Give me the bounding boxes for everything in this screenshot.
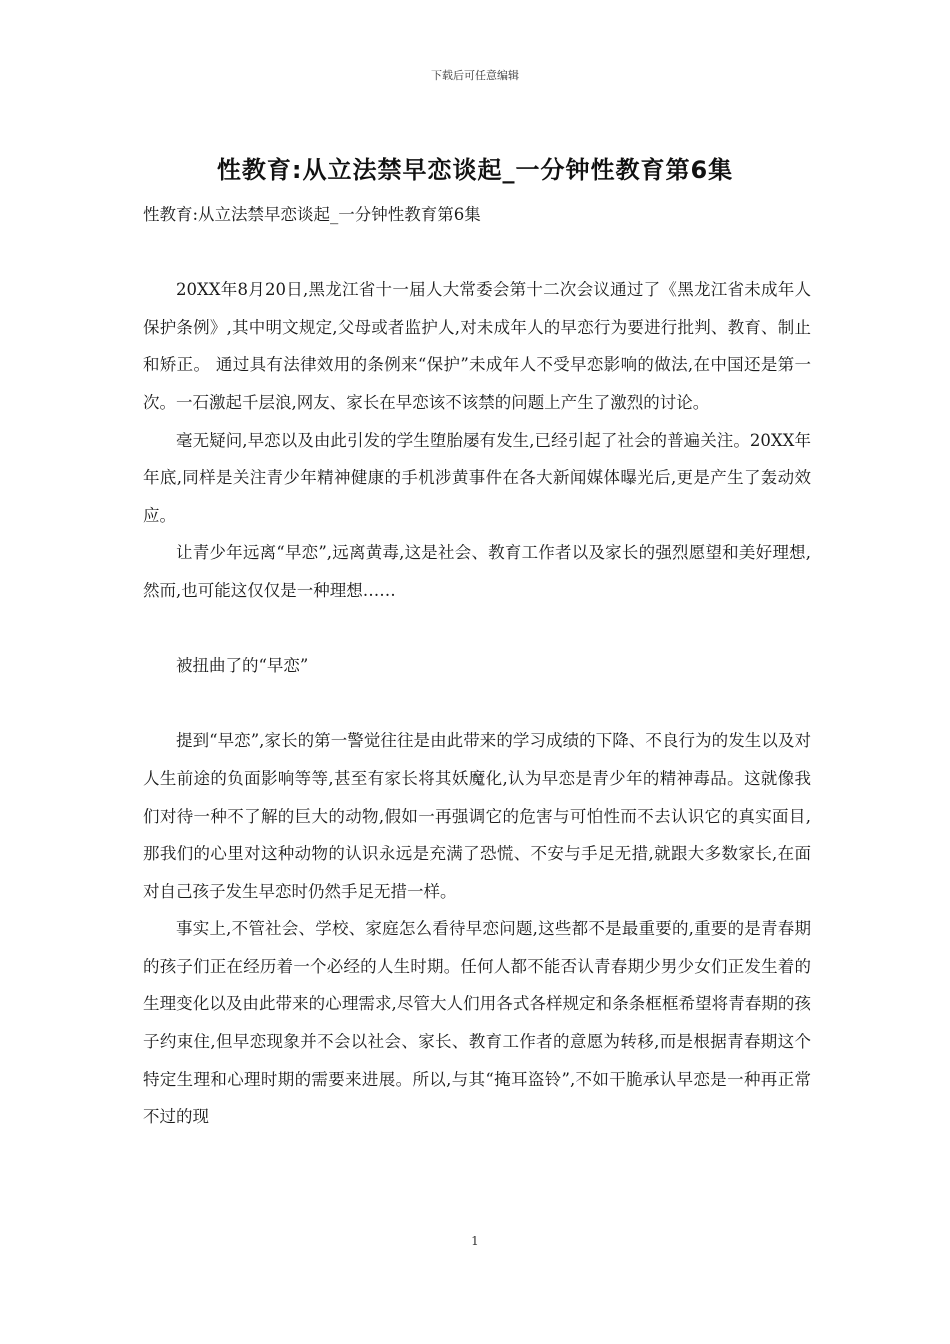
document-body	[143, 196, 811, 1136]
document-subtitle: 性教育:从立法禁早恋谈起_一分钟性教育第6集	[143, 205, 481, 224]
body-paragraph: 让青少年远离“早恋”,远离黄毒,这是社会、教育工作者以及家长的强烈愿望和美好理想,然而,也可能这仅仅是一种理想……	[143, 543, 811, 600]
body-paragraph: 毫无疑问,早恋以及由此引发的学生堕胎屡有发生,已经引起了社会的普遍关注。20XX年年底,同样是关注青少年精神健康的手机涉黄事件在各大新闻媒体曝光后,更是产生了轰动效应。	[143, 430, 811, 525]
blank-line	[143, 234, 811, 272]
body-paragraph: 提到“早恋”,家长的第一警觉往往是由此带来的学习成绩的下降、不良行为的发生以及对人生前途的负面影响等等,甚至有家长将其妖魔化,认为早恋是青少年的精神毒品。这就像我们对待一种不了解的巨大的动物,假如一再强调它的危害与可怕性而不去认识它的真实面目,那我们的心里对这种动物的认识永远是充满了恐慌、不安与手足无措,就跟大多数家长,在面对自己孩子发生早恋时仍然手足无措一样。	[143, 731, 811, 901]
page-number: 1	[471, 1234, 479, 1248]
blank-line	[143, 610, 811, 648]
page-header-note: 下载后可任意编辑	[431, 69, 519, 82]
body-paragraph: 事实上,不管社会、学校、家庭怎么看待早恋问题,这些都不是最重要的,重要的是青春期的孩子们正在经历着一个必经的人生时期。任何人都不能否认青春期少男少女们正发生着的生理变化以及由此带来的心理需求,尽管大人们用各式各样规定和条条框框希望将青春期的孩子约束住,但早恋现象并不会以社会、家长、教育工作者的意愿为转移,而是根据青春期这个特定生理和心理时期的需要来进展。所以,与其“掩耳盗铃”,不如干脆承认早恋是一种再正常不过的现	[143, 919, 811, 1127]
blank-line	[143, 685, 811, 723]
section-heading: 被扭曲了的“早恋”	[176, 656, 309, 676]
body-paragraph: 20XX年8月20日,黑龙江省十一届人大常委会第十二次会议通过了《黑龙江省未成年人保护条例》,其中明文规定,父母或者监护人,对未成年人的早恋行为要进行批判、教育、制止和矫正。 通过具有法律效用的条例来“保护”未成年人不受早恋影响的做法,在中国还是第一次。一石激起千层浪,网友、家长在早恋该不该禁的问题上产生了激烈的讨论。	[143, 280, 811, 412]
document-title: 性教育:从立法禁早恋谈起_一分钟性教育第6集	[216, 156, 734, 184]
